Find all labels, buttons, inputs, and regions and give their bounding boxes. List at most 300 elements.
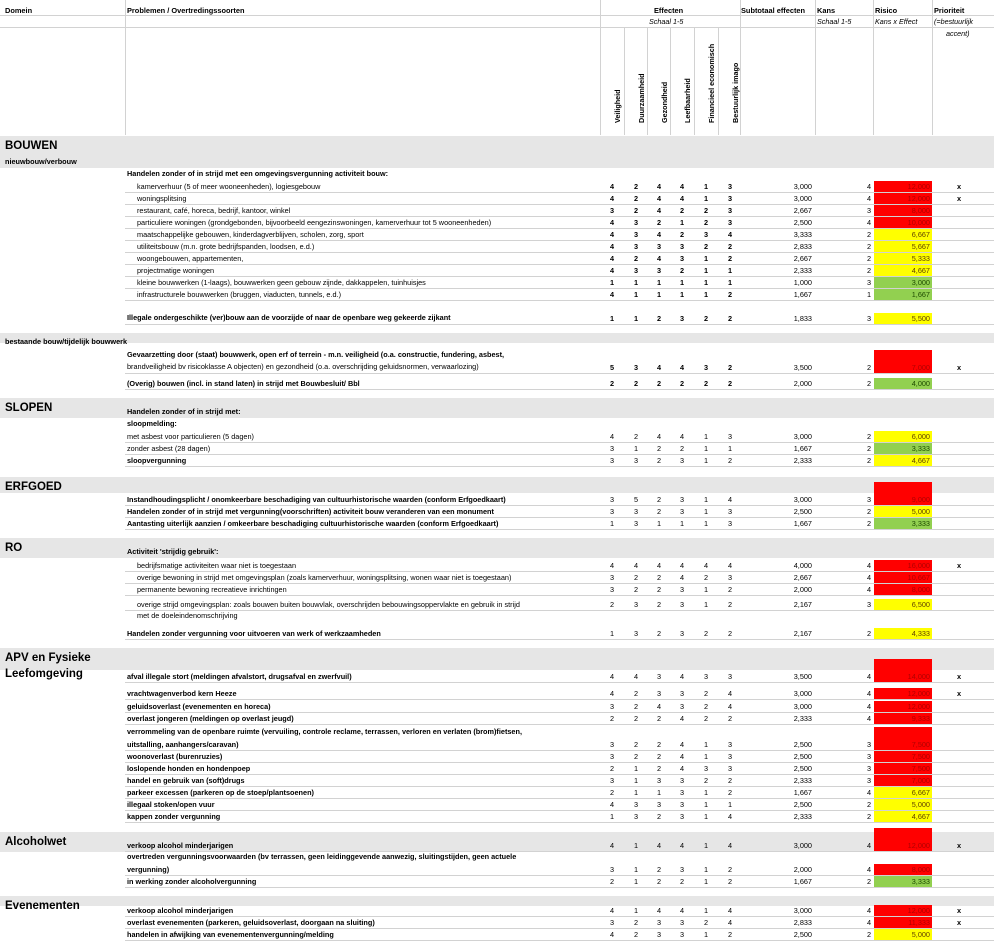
effect-score: 4 [609, 194, 615, 203]
problem-row-label: overlast jongeren (meldingen op overlast jeugd) [127, 714, 294, 723]
priority-mark: x [957, 918, 962, 927]
subtotal-value: 1,667 [793, 290, 812, 299]
effect-score: 3 [633, 507, 639, 516]
effect-score: 3 [609, 456, 615, 465]
effect-score: 3 [727, 206, 733, 215]
effect-score: 4 [609, 689, 615, 698]
effect-score: 2 [656, 507, 662, 516]
effect-score: 4 [727, 918, 733, 927]
effect-score: 2 [633, 254, 639, 263]
header-problems: Problemen / Overtredingssoorten [127, 6, 245, 15]
effect-score: 2 [609, 877, 615, 886]
effect-score: 1 [703, 254, 709, 263]
kans-value: 3 [866, 740, 871, 749]
effect-score: 4 [656, 702, 662, 711]
effect-score: 1 [703, 752, 709, 761]
row-divider [125, 466, 994, 467]
domain-title: Alcoholwet [5, 836, 67, 848]
kans-value: 4 [866, 865, 871, 874]
effect-score: 2 [633, 432, 639, 441]
grid-vline [815, 0, 816, 135]
effect-score: 3 [679, 314, 685, 323]
grid-vline [624, 27, 625, 135]
effect-score: 3 [633, 800, 639, 809]
subtotal-value: 2,833 [793, 242, 812, 251]
effect-score: 3 [609, 206, 615, 215]
row-divider [125, 595, 994, 596]
priority-mark: x [957, 672, 962, 681]
effect-score: 4 [679, 363, 685, 372]
subtotal-value: 1,000 [793, 278, 812, 287]
problem-label: Handelen zonder of in strijd met een omgevingsvergunning activiteit bouw: [127, 169, 389, 178]
effect-score: 2 [679, 877, 685, 886]
risk-cell: 9,333 [874, 713, 932, 724]
kans-value: 2 [866, 432, 871, 441]
effect-score: 2 [679, 379, 685, 388]
effect-score: 4 [679, 573, 685, 582]
kans-value: 2 [866, 444, 871, 453]
effect-score: 1 [656, 278, 662, 287]
effect-score: 3 [656, 672, 662, 681]
effect-score: 4 [609, 841, 615, 850]
row-divider [125, 762, 994, 763]
effect-score: 2 [656, 573, 662, 582]
kans-value: 2 [866, 877, 871, 886]
subtotal-value: 2,667 [793, 573, 812, 582]
effect-score: 3 [679, 689, 685, 698]
effect-score: 3 [609, 776, 615, 785]
problem-label: brandveiligheid bv risicoklasse A objecten) en gezondheid (o.a. overschrijding geluidsnormen, verwaarlozing) [127, 362, 479, 371]
problem-row-label: met asbest voor particulieren (5 dagen) [127, 432, 254, 441]
effect-score: 3 [656, 930, 662, 939]
effect-score: 3 [727, 519, 733, 528]
risk-cell: 7,000 [874, 350, 932, 373]
kans-value: 2 [866, 800, 871, 809]
section-band [0, 477, 994, 493]
effect-score: 4 [609, 930, 615, 939]
effect-score: 3 [609, 702, 615, 711]
risk-cell: 16,000 [874, 560, 932, 571]
effect-score: 2 [656, 495, 662, 504]
effect-score: 3 [679, 585, 685, 594]
effect-score: 2 [703, 314, 709, 323]
problem-row-label: handelen in afwijking van evenementenvergunning/melding [127, 930, 334, 939]
risk-cell: 10,000 [874, 217, 932, 228]
problem-label: verrommeling van de openbare ruimte (vervuiling, controle reclame, terrassen, verloren en verlaten (brom)fietsen, [127, 727, 522, 736]
subtotal-value: 2,000 [793, 585, 812, 594]
row-divider [125, 774, 994, 775]
kans-value: 3 [866, 752, 871, 761]
effect-score: 2 [703, 689, 709, 698]
row-divider [125, 822, 994, 823]
kans-value: 4 [866, 672, 871, 681]
effect-score: 2 [633, 702, 639, 711]
subtotal-value: 2,167 [793, 629, 812, 638]
effect-score: 1 [727, 444, 733, 453]
subtotal-value: 2,500 [793, 800, 812, 809]
kans-value: 2 [866, 507, 871, 516]
row-divider [125, 276, 994, 277]
effect-score: 2 [656, 877, 662, 886]
risk-cell: 5,000 [874, 506, 932, 517]
priority-mark: x [957, 841, 962, 850]
row-divider [125, 571, 994, 572]
effect-score: 2 [727, 865, 733, 874]
subtotal-value: 2,167 [793, 600, 812, 609]
risk-cell: 5,500 [874, 313, 932, 324]
risk-cell: 6,500 [874, 599, 932, 610]
problem-row-label: kamerverhuur (5 of meer wooneenheden), logiesgebouw [137, 182, 321, 191]
subtotal-value: 3,000 [793, 841, 812, 850]
effect-score: 2 [703, 218, 709, 227]
effect-score: 3 [633, 629, 639, 638]
grid-vline [125, 0, 126, 135]
effect-score: 1 [703, 788, 709, 797]
problem-label: Illegale ondergeschikte (ver)bouw aan de voorzijde of naar de openbare weg gekeerde zijkant [127, 313, 451, 322]
effect-score: 2 [633, 573, 639, 582]
kans-value: 2 [866, 266, 871, 275]
risk-cell: 8,000 [874, 205, 932, 216]
effect-score: 1 [703, 800, 709, 809]
row-divider [125, 252, 994, 253]
row-divider [125, 442, 994, 443]
kans-value: 1 [866, 290, 871, 299]
effect-score: 2 [656, 812, 662, 821]
effect-score: 2 [679, 266, 685, 275]
effect-score: 1 [703, 600, 709, 609]
effect-score: 2 [727, 290, 733, 299]
problem-row-label: Instandhoudingsplicht / onomkeerbare beschadiging van cultuurhistorische waarden (conform Erfgoedkaart) [127, 495, 506, 504]
effect-score: 1 [656, 519, 662, 528]
grid-vline [873, 0, 874, 135]
problem-row-label: verkoop alcohol minderjarigen [127, 906, 234, 915]
subtotal-value: 2,000 [793, 379, 812, 388]
subtotal-value: 2,667 [793, 206, 812, 215]
risk-cell: 3,333 [874, 518, 932, 529]
effect-score: 2 [703, 918, 709, 927]
kans-value: 2 [866, 242, 871, 251]
effect-score: 1 [679, 290, 685, 299]
header-risico: Risico [875, 6, 898, 15]
effect-score: 5 [609, 363, 615, 372]
effect-score: 1 [609, 314, 615, 323]
effect-score: 1 [633, 841, 639, 850]
effect-score: 4 [679, 194, 685, 203]
effect-score: 3 [727, 432, 733, 441]
effect-score: 2 [633, 379, 639, 388]
problem-row-label: parkeer excessen (parkeren op de stoep/plantsoenen) [127, 788, 314, 797]
effect-score: 2 [656, 456, 662, 465]
header-effects: Effecten [654, 6, 684, 15]
problem-label: Gevaarzetting door (staat) bouwwerk, open erf of terrein - m.n. veiligheid (o.a. constructie, fundering, asbest, [127, 350, 505, 359]
subtotal-value: 3,500 [793, 672, 812, 681]
problem-row-label: (Overig) bouwen (incl. in stand laten) in strijd met Bouwbesluit/ Bbl [127, 379, 360, 388]
subtotal-value: 2,500 [793, 740, 812, 749]
subtotal-value: 3,000 [793, 194, 812, 203]
risk-cell: 8,000 [874, 864, 932, 875]
row-divider [125, 517, 994, 518]
effect-score: 4 [609, 218, 615, 227]
effect-score: 3 [679, 254, 685, 263]
problem-row-label: handel en gebruik van (soft)drugs [127, 776, 245, 785]
problem-row-label: woongebouwen, appartementen, [137, 254, 244, 263]
row-divider [125, 264, 994, 265]
effect-score: 1 [703, 930, 709, 939]
effect-score: 3 [656, 689, 662, 698]
effect-score: 1 [633, 444, 639, 453]
effect-col-label: Bestuurlijk imago [731, 62, 740, 123]
domain-title: ERFGOED [5, 481, 62, 493]
effect-score: 4 [656, 254, 662, 263]
effect-score: 2 [656, 714, 662, 723]
effect-score: 3 [679, 865, 685, 874]
problem-row-label: verkoop alcohol minderjarigen [127, 841, 234, 850]
effect-score: 3 [727, 218, 733, 227]
effect-score: 3 [633, 456, 639, 465]
header-prioriteit-sub2: accent) [946, 29, 970, 38]
effect-score: 3 [727, 573, 733, 582]
effect-score: 2 [656, 752, 662, 761]
effect-score: 1 [703, 812, 709, 821]
effect-score: 2 [703, 629, 709, 638]
subtotal-value: 1,667 [793, 788, 812, 797]
risk-cell: 14,000 [874, 659, 932, 682]
effect-score: 2 [727, 242, 733, 251]
problem-row-label: overige strijd omgevingsplan: zoals bouwen buiten bouwvlak, overschrijden bebouwingsoppervlakte en gebruik in strijd [137, 600, 520, 609]
subtotal-value: 3,000 [793, 702, 812, 711]
effect-score: 2 [656, 379, 662, 388]
effect-score: 3 [609, 573, 615, 582]
effect-score: 4 [656, 182, 662, 191]
row-divider [125, 810, 994, 811]
effect-score: 3 [633, 242, 639, 251]
effect-score: 1 [633, 877, 639, 886]
effect-score: 2 [656, 764, 662, 773]
effect-score: 3 [609, 865, 615, 874]
subtotal-value: 2,833 [793, 918, 812, 927]
effect-score: 2 [679, 444, 685, 453]
effect-score: 1 [633, 290, 639, 299]
effect-score: 4 [727, 495, 733, 504]
risk-cell: 12,000 [874, 688, 932, 699]
problem-row-label: maatschappelijke gebouwen, kinderdagverblijven, scholen, zorg, sport [137, 230, 364, 239]
effect-score: 4 [656, 432, 662, 441]
effect-score: 4 [609, 266, 615, 275]
problem-row-label: in werking zonder alcoholvergunning [127, 877, 257, 886]
header-effects-scale: Schaal 1-5 [649, 17, 684, 26]
effect-score: 4 [609, 182, 615, 191]
row-divider [125, 204, 994, 205]
risk-cell: 5,000 [874, 929, 932, 940]
problem-row-label: bedrijfsmatige activiteiten waar niet is toegestaan [137, 561, 296, 570]
subtotal-value: 2,333 [793, 776, 812, 785]
risk-cell: 12,000 [874, 905, 932, 916]
effect-score: 4 [656, 194, 662, 203]
effect-score: 2 [727, 379, 733, 388]
subtotal-value: 3,333 [793, 230, 812, 239]
row-divider [125, 373, 994, 374]
effect-score: 4 [679, 714, 685, 723]
effect-score: 4 [679, 764, 685, 773]
problem-row-label: sloopvergunning [127, 456, 187, 465]
effect-score: 2 [727, 363, 733, 372]
effect-score: 4 [679, 752, 685, 761]
effect-score: 2 [633, 206, 639, 215]
row-divider [125, 505, 994, 506]
effect-score: 2 [727, 714, 733, 723]
row-divider [125, 610, 994, 611]
risk-cell: 7,500 [874, 751, 932, 762]
effect-score: 3 [633, 363, 639, 372]
effect-score: 3 [703, 764, 709, 773]
risk-cell: 5,000 [874, 799, 932, 810]
effect-score: 2 [656, 444, 662, 453]
problem-row-label: overlast evenementen (parkeren, geluidsoverlast, doorgaan na sluiting) [127, 918, 375, 927]
effect-score: 3 [679, 507, 685, 516]
effect-score: 2 [633, 689, 639, 698]
effect-score: 2 [609, 788, 615, 797]
priority-mark: x [957, 906, 962, 915]
grid-vline [932, 0, 933, 135]
effect-score: 4 [679, 841, 685, 850]
effect-score: 1 [609, 629, 615, 638]
row-divider [125, 192, 994, 193]
effect-score: 3 [609, 444, 615, 453]
kans-value: 2 [866, 812, 871, 821]
kans-value: 2 [866, 930, 871, 939]
row-divider [125, 529, 994, 530]
kans-value: 2 [866, 254, 871, 263]
effect-score: 1 [633, 865, 639, 874]
effect-score: 3 [656, 918, 662, 927]
effect-score: 3 [727, 672, 733, 681]
effect-score: 3 [679, 456, 685, 465]
kans-value: 3 [866, 776, 871, 785]
row-divider [125, 300, 994, 301]
section-band [0, 896, 994, 906]
risk-cell: 7,000 [874, 775, 932, 786]
risk-cell: 4,667 [874, 811, 932, 822]
effect-score: 3 [679, 629, 685, 638]
section-band [0, 333, 994, 343]
effect-score: 2 [633, 740, 639, 749]
row-divider [125, 389, 994, 390]
section-band [0, 136, 994, 168]
subsection-title: bestaande bouw/tijdelijk bouwwerk [5, 337, 128, 346]
subtotal-value: 3,000 [793, 689, 812, 698]
row-divider [125, 699, 994, 700]
effect-score: 3 [679, 702, 685, 711]
effect-score: 3 [609, 918, 615, 927]
problem-row-label: overige bewoning in strijd met omgevingsplan (zoals kamerverhuur, woningsplitsing, wonen waar niet is toegestaan) [137, 573, 512, 582]
kans-value: 2 [866, 629, 871, 638]
effect-score: 2 [727, 585, 733, 594]
effect-score: 2 [679, 230, 685, 239]
subsection-title: nieuwbouw/verbouw [5, 157, 77, 166]
problem-row-label: permanente bewoning recreatieve inrichtingen [137, 585, 287, 594]
effect-score: 2 [656, 314, 662, 323]
subtotal-value: 3,000 [793, 432, 812, 441]
row-divider [125, 928, 994, 929]
kans-value: 2 [866, 363, 871, 372]
problem-row-label: woonoverlast (burenruzies) [127, 752, 223, 761]
domain-title: RO [5, 542, 23, 554]
problem-row-label: geluidsoverlast (evenementen en horeca) [127, 702, 271, 711]
problem-row-label: kappen zonder vergunning [127, 812, 221, 821]
effect-score: 2 [633, 930, 639, 939]
effect-score: 2 [703, 776, 709, 785]
risk-cell: 6,667 [874, 229, 932, 240]
kans-value: 4 [866, 561, 871, 570]
subtotal-value: 2,500 [793, 764, 812, 773]
effect-score: 3 [679, 495, 685, 504]
effect-score: 2 [656, 740, 662, 749]
effect-score: 1 [703, 865, 709, 874]
effect-col-label: Financieel economisch [707, 43, 716, 123]
kans-value: 4 [866, 182, 871, 191]
risk-cell: 7,500 [874, 727, 932, 750]
row-divider [125, 639, 994, 640]
subtotal-value: 3,000 [793, 495, 812, 504]
effect-score: 4 [679, 672, 685, 681]
effect-score: 3 [633, 230, 639, 239]
risk-cell: 12,000 [874, 181, 932, 192]
subtotal-value: 2,333 [793, 456, 812, 465]
kans-value: 4 [866, 585, 871, 594]
effect-score: 3 [656, 776, 662, 785]
risk-cell: 9,000 [874, 482, 932, 505]
header-domain: Domein [5, 6, 33, 15]
effect-score: 1 [727, 266, 733, 275]
effect-score: 3 [656, 242, 662, 251]
problem-row-label: Handelen zonder of in strijd met vergunning(voorschriften) activiteit bouw veranderen van een monument [127, 507, 494, 516]
problem-row-label: projectmatige woningen [137, 266, 215, 275]
effect-score: 2 [656, 629, 662, 638]
kans-value: 4 [866, 918, 871, 927]
row-divider [125, 288, 994, 289]
subtotal-value: 3,000 [793, 906, 812, 915]
risk-cell: 12,000 [874, 701, 932, 712]
effect-score: 3 [679, 788, 685, 797]
problem-row-label: particuliere woningen (grondgebonden, bijvoorbeeld eengezinswoningen, kamerverhuur tot 5 wooneenheden) [137, 218, 492, 227]
effect-score: 3 [679, 918, 685, 927]
domain-title: Leefomgeving [5, 668, 83, 680]
effect-score: 3 [727, 740, 733, 749]
effect-score: 3 [656, 800, 662, 809]
effect-score: 2 [703, 206, 709, 215]
kans-value: 4 [866, 702, 871, 711]
effect-score: 3 [633, 266, 639, 275]
effect-score: 2 [609, 714, 615, 723]
subtotal-value: 2,500 [793, 930, 812, 939]
priority-mark: x [957, 194, 962, 203]
risk-cell: 6,000 [874, 431, 932, 442]
effect-score: 2 [727, 600, 733, 609]
kans-value: 4 [866, 194, 871, 203]
effect-col-label: Leefbaarheid [683, 78, 692, 123]
risk-cell: 11,333 [874, 917, 932, 928]
risk-cell: 10,667 [874, 572, 932, 583]
effect-score: 4 [609, 800, 615, 809]
effect-score: 2 [727, 314, 733, 323]
effect-score: 3 [679, 600, 685, 609]
domain-title: BOUWEN [5, 140, 58, 152]
grid-vline [740, 0, 741, 135]
subtotal-value: 2,333 [793, 714, 812, 723]
effect-score: 1 [656, 290, 662, 299]
effect-score: 2 [609, 764, 615, 773]
effect-score: 4 [656, 230, 662, 239]
